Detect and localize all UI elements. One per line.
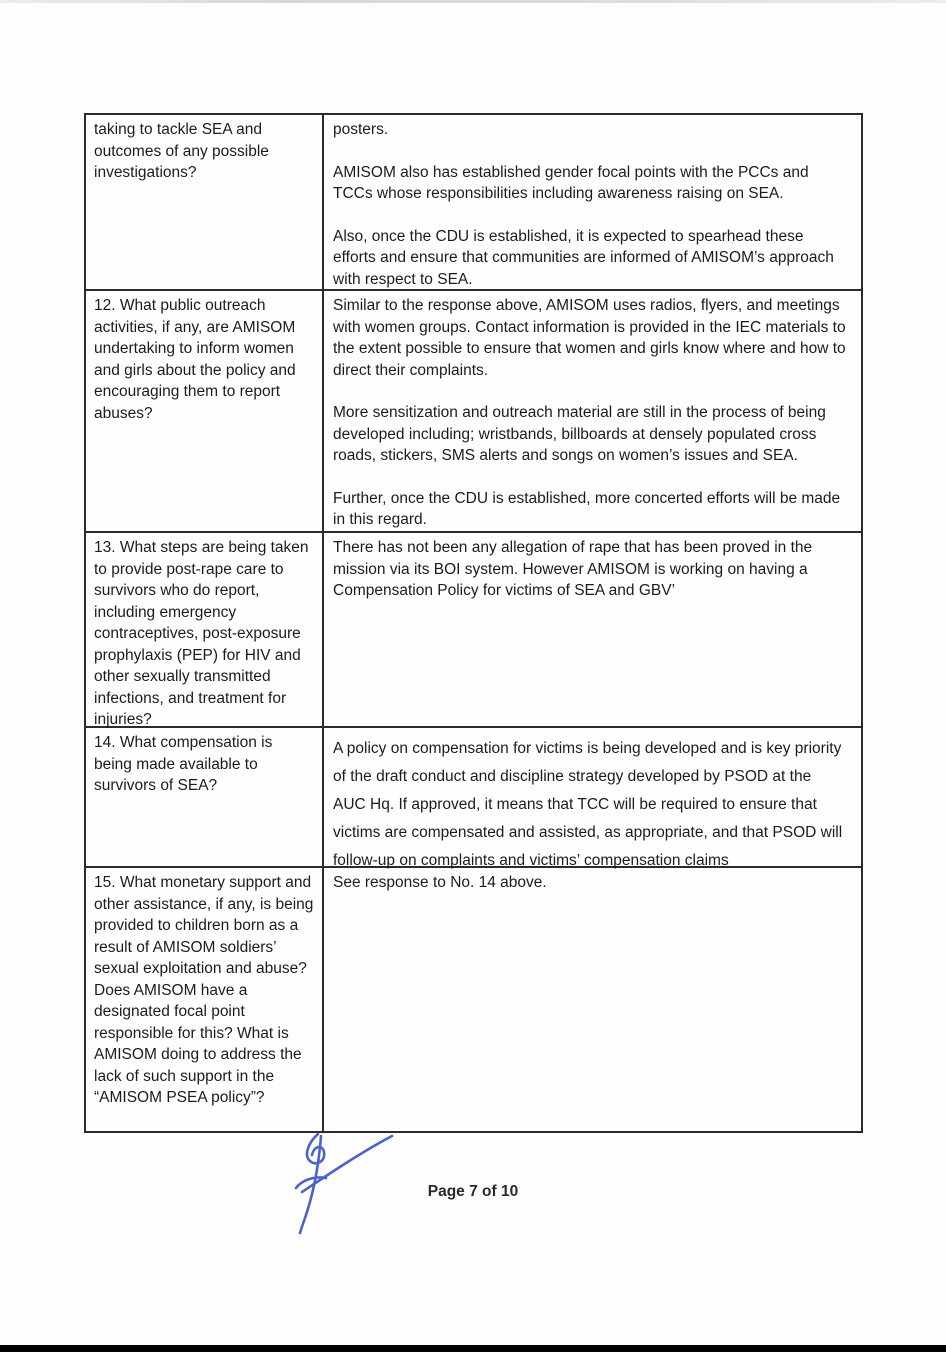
table-row <box>86 866 861 1131</box>
answer-paragraph: Similar to the response above, AMISOM uses radios, flyers, and meetings with women groups. Contact information is provided in the IEC materials to the extent possible to ensure that women and girls know where and how to direct their complaints. <box>333 297 846 379</box>
answer-cell <box>324 291 861 531</box>
answer-paragraph: Further, once the CDU is established, more concerted efforts will be made in this regard. <box>333 489 841 528</box>
scan-bottom-edge-bar <box>0 1345 946 1352</box>
table-row <box>86 531 861 726</box>
answer-paragraph: AMISOM also has established gender focal points with the PCCs and TCCs whose responsibilities including awareness raising on SEA. <box>333 163 809 202</box>
question-text: 13. What steps are being taken to provide post-rape care to survivors who do report, including emergency contraceptives, post-exposure prophylaxis (PEP) for HIV and other sexually transmitted infections, and treatment for injuries? <box>94 539 309 728</box>
answer-paragraph: More sensitization and outreach material are still in the process of being developed including; wristbands, billboards at densely populated cross roads, stickers, SMS alerts and songs on women’s issues and SEA. <box>333 404 826 464</box>
scan-top-edge-artifact <box>0 0 946 3</box>
signature-ink-icon <box>288 1122 398 1242</box>
answer-paragraph: Also, once the CDU is established, it is expected to spearhead these efforts and ensure that communities are informed of AMISOM’s approach with respect to SEA. <box>333 227 834 288</box>
page-footer <box>0 1183 946 1201</box>
answer-cell <box>324 868 861 1131</box>
question-text: 14. What compensation is being made available to survivors of SEA? <box>94 734 273 794</box>
question-cell <box>86 533 324 726</box>
table-row <box>86 726 861 869</box>
question-text: 15. What monetary support and other assistance, if any, is being provided to children born as a result of AMISOM soldiers’ sexual exploitation and abuse? Does AMISOM have a designated focal point responsible for this? What is AMISOM doing to address the lack of such support in the “AMISOM PSEA policy”? <box>94 874 314 1106</box>
answer-paragraph: There has not been any allegation of rape that has been proved in the mission via its BOI system. However AMISOM is working on having a Compensation Policy for victims of SEA and GBV’ <box>333 539 813 599</box>
table-row <box>86 115 861 289</box>
page-number: 7 <box>469 1183 478 1200</box>
total-pages: 10 <box>501 1183 519 1200</box>
question-cell <box>86 115 324 289</box>
answer-cell <box>324 728 861 869</box>
answer-paragraph: A policy on compensation for victims is being developed and is key priority of the draft conduct and discipline strategy developed by PSOD at the AUC Hq. If approved, it means that TCC will be required to ensure that victims are compensated and assisted, as appropriate, and that PSOD will follow-up on complaints and victims’ compensation claims <box>333 740 843 869</box>
question-answer-table <box>84 113 863 1133</box>
page-label: Page <box>427 1183 465 1200</box>
handwritten-signature <box>288 1122 398 1242</box>
question-cell <box>86 728 324 866</box>
question-text: 12. What public outreach activities, if any, are AMISOM undertaking to inform women and girls about the policy and encouraging them to report abuses? <box>94 297 296 422</box>
of-label: of <box>482 1183 497 1200</box>
answer-cell <box>324 115 861 289</box>
table-row <box>86 289 861 531</box>
question-cell <box>86 868 324 1131</box>
question-cell <box>86 291 324 531</box>
answer-paragraph: posters. <box>333 121 389 138</box>
answer-paragraph: See response to No. 14 above. <box>333 874 547 891</box>
question-text: taking to tackle SEA and outcomes of any possible investigations? <box>94 121 269 181</box>
answer-cell <box>324 533 861 726</box>
